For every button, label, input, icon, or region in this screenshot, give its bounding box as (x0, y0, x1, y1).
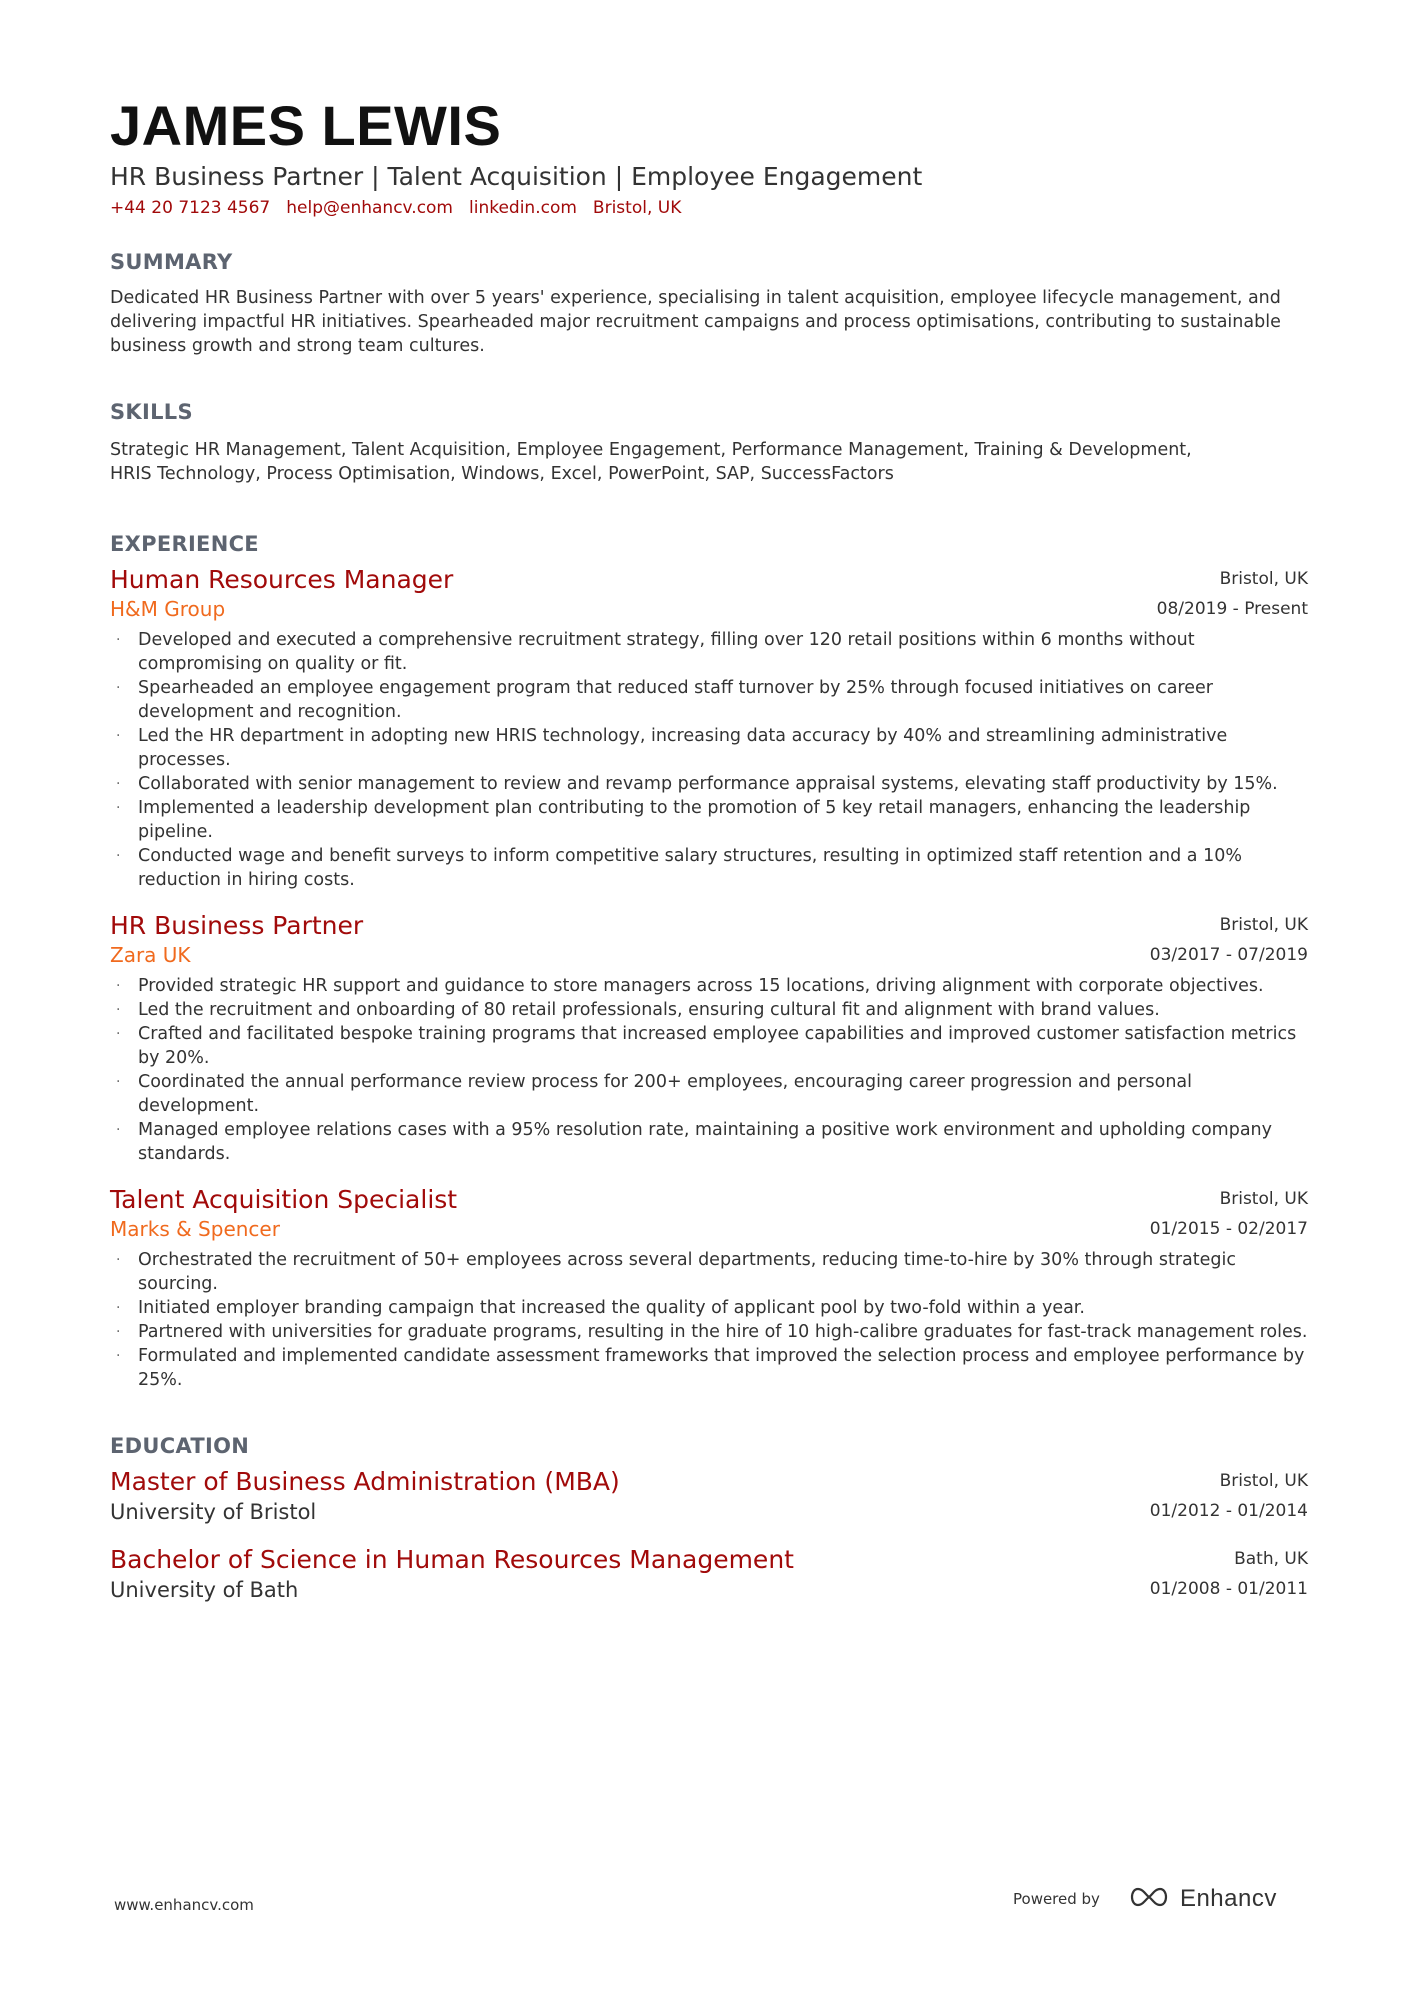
job-role: Human Resources Manager (110, 565, 454, 594)
school-dates: 01/2012 - 01/2014 (1149, 1501, 1308, 1521)
job-location: Bristol, UK (1219, 1189, 1308, 1209)
linkedin-link[interactable]: linkedin.com (469, 198, 577, 218)
list-item: · Led the recruitment and onboarding of 80 retail professionals, ensuring cultural fit and alignment with brand values. (116, 1000, 1160, 1020)
footer-website-link[interactable]: www.enhancv.com (114, 1896, 254, 1914)
list-item: · Spearheaded an employee engagement program that reduced staff turnover by 25% through focused initiatives on career development and recognition. (116, 678, 1213, 722)
job-company: Marks & Spencer (110, 1217, 280, 1241)
skill-item: Talent Acquisition , (352, 440, 517, 460)
skill-item: Windows , (461, 464, 550, 484)
skill-item: Employee Engagement , (517, 440, 732, 460)
job-company: Zara UK (110, 943, 191, 967)
candidate-title: HR Business Partner | Talent Acquisition | Employee Engagement (110, 162, 923, 191)
job-dates: 01/2015 - 02/2017 (1149, 1219, 1308, 1239)
bullet-dot-icon: · (116, 1348, 121, 1364)
job-entry (110, 910, 1308, 1166)
skill-item: Training & Development , (975, 440, 1192, 460)
bullet-dot-icon: · (116, 1324, 121, 1340)
list-item: · Crafted and facilitated bespoke training programs that increased employee capabilities and improved customer satisfaction metrics by 20%. (116, 1024, 1297, 1068)
job-dates: 08/2019 - Present (1156, 599, 1308, 619)
skill-item: Strategic HR Management , (110, 440, 352, 460)
skills-section (110, 398, 1308, 486)
education-entry (110, 1544, 1308, 1604)
bullet-dot-icon: · (116, 1252, 121, 1268)
powered-by-text: Powered by (1013, 1890, 1100, 1908)
summary-text: Dedicated HR Business Partner with over 5 years' experience, specialising in talent acquisition, employee lifecycle management, and delivering impactful HR initiatives. Spearheaded major recruitment campaigns and process optimisations, contributing to sustainable business growth and strong team cultures. (110, 288, 1281, 356)
footer-branding (1013, 1885, 1277, 1913)
skill-item: PowerPoint , (608, 464, 716, 484)
education-entry (110, 1466, 1308, 1526)
job-entry (110, 564, 1308, 892)
experience-heading: EXPERIENCE (110, 532, 259, 556)
list-item: · Partnered with universities for graduate programs, resulting in the hire of 10 high-calibre graduates for fast-track management roles. (116, 1322, 1308, 1342)
job-location: Bristol, UK (1219, 569, 1308, 589)
list-item: · Led the HR department in adopting new HRIS technology, increasing data accuracy by 40% and streamlining administrative processes. (116, 726, 1228, 770)
email-link[interactable]: help@enhancv.com (286, 198, 453, 218)
skill-item: HRIS Technology , (110, 464, 266, 484)
job-bullets (110, 974, 1308, 1166)
degree-title: Master of Business Administration (MBA) (110, 1467, 620, 1496)
list-item: · Initiated employer branding campaign that increased the quality of applicant pool by two-fold within a year. (116, 1298, 1085, 1318)
skills-heading: SKILLS (110, 400, 193, 424)
degree-title: Bachelor of Science in Human Resources Management (110, 1545, 794, 1574)
bullet-dot-icon: · (116, 978, 121, 994)
bullet-dot-icon: · (116, 632, 121, 648)
bullet-dot-icon: · (116, 680, 121, 696)
skill-item: SuccessFactors (760, 464, 894, 484)
job-location: Bristol, UK (1219, 915, 1308, 935)
list-item: · Formulated and implemented candidate assessment frameworks that improved the selection process and employee performance by 25%. (116, 1346, 1305, 1390)
enhancv-logo-icon (1126, 1885, 1172, 1913)
job-bullets (110, 1248, 1308, 1392)
list-item: · Provided strategic HR support and guidance to store managers across 15 locations, driving alignment with corporate objectives. (116, 976, 1264, 996)
list-item: · Managed employee relations cases with a 95% resolution rate, maintaining a positive work environment and upholding company standards. (116, 1120, 1272, 1164)
bullet-dot-icon: · (116, 1074, 121, 1090)
bullet-dot-icon: · (116, 776, 121, 792)
job-company: H&M Group (110, 597, 226, 621)
bullet-dot-icon: · (116, 800, 121, 816)
bullet-dot-icon: · (116, 1300, 121, 1316)
job-bullets (110, 628, 1308, 892)
list-item: · Conducted wage and benefit surveys to inform competitive salary structures, resulting in optimized staff retention and a 10% reduction in hiring costs. (116, 846, 1242, 890)
list-item: · Collaborated with senior management to review and revamp performance appraisal systems, elevating staff productivity by 15%. (116, 774, 1278, 794)
school-name: University of Bath (110, 1578, 299, 1602)
resume-page (110, 96, 1308, 1604)
school-dates: 01/2008 - 01/2011 (1149, 1579, 1308, 1599)
contact-line (110, 196, 1308, 220)
job-entry (110, 1184, 1308, 1392)
experience-section (110, 530, 1308, 1392)
phone-link[interactable]: +44 20 7123 4567 (110, 198, 271, 218)
location-text: Bristol, UK (592, 198, 682, 218)
brand-name: Enhancv (1179, 1885, 1277, 1912)
summary-section (110, 248, 1308, 358)
skill-item: SAP , (716, 464, 761, 484)
skill-item: Process Optimisation , (266, 464, 461, 484)
list-item: · Orchestrated the recruitment of 50+ employees across several departments, reducing time-to-hire by 30% through strategic sourcing. (116, 1250, 1236, 1294)
list-item: · Coordinated the annual performance review process for 200+ employees, encouraging career progression and personal development. (116, 1072, 1192, 1116)
school-location: Bath, UK (1234, 1549, 1308, 1569)
skill-item: Performance Management , (732, 440, 975, 460)
job-role: HR Business Partner (110, 911, 364, 940)
bullet-dot-icon: · (116, 1122, 121, 1138)
summary-heading: SUMMARY (110, 250, 233, 274)
education-section (110, 1432, 1308, 1604)
bullet-dot-icon: · (116, 728, 121, 744)
bullet-dot-icon: · (116, 848, 121, 864)
school-name: University of Bristol (110, 1500, 317, 1524)
bullet-dot-icon: · (116, 1002, 121, 1018)
bullet-dot-icon: · (116, 1026, 121, 1042)
candidate-name: JAMES LEWIS (110, 94, 502, 157)
job-dates: 03/2017 - 07/2019 (1149, 945, 1308, 965)
list-item: · Developed and executed a comprehensive recruitment strategy, filling over 120 retail positions within 6 months without compromising on quality or fit. (116, 630, 1195, 674)
job-role: Talent Acquisition Specialist (110, 1185, 458, 1214)
skills-list (110, 438, 1308, 486)
education-heading: EDUCATION (110, 1434, 250, 1458)
school-location: Bristol, UK (1219, 1471, 1308, 1491)
skill-item: Excel , (551, 464, 609, 484)
list-item: · Implemented a leadership development plan contributing to the promotion of 5 key retail managers, enhancing the leadership pipeline. (116, 798, 1251, 842)
